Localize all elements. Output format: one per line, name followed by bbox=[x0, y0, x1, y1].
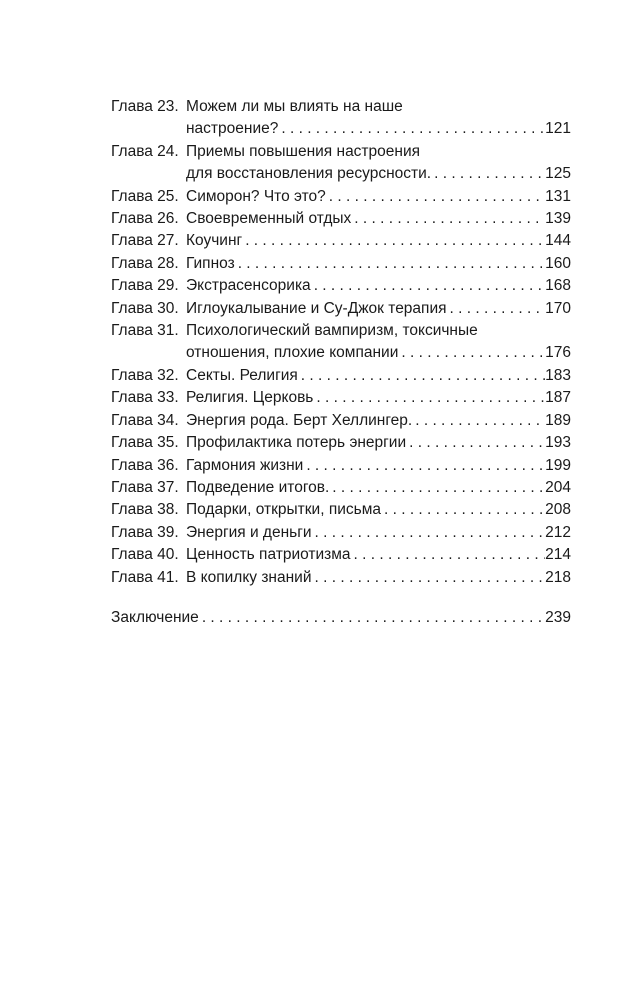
page-number: 125 bbox=[545, 165, 571, 183]
dot-leader bbox=[312, 567, 546, 589]
chapter-title-block bbox=[186, 432, 571, 454]
chapter-number: Глава 34. bbox=[111, 411, 179, 429]
dot-leader bbox=[351, 544, 546, 566]
chapter-title: Гармония жизни bbox=[186, 456, 304, 474]
chapter-title-block bbox=[186, 253, 571, 275]
page-number: 193 bbox=[545, 434, 571, 452]
page-number: 160 bbox=[545, 254, 571, 272]
chapter-number: Глава 36. bbox=[111, 456, 179, 474]
table-of-contents bbox=[111, 96, 571, 629]
chapter-number: Глава 29. bbox=[111, 277, 179, 295]
chapter-number: Глава 23. bbox=[111, 98, 179, 115]
chapter-title-last-line bbox=[186, 477, 571, 499]
chapter-title-block bbox=[186, 522, 571, 544]
chapter-title: Коучинг bbox=[186, 232, 243, 250]
chapter-title-line: Приемы повышения настроения bbox=[186, 142, 421, 160]
chapter-title: Религия. Церковь bbox=[186, 389, 314, 407]
toc-entry bbox=[111, 96, 571, 141]
page-number: 208 bbox=[545, 501, 571, 519]
dot-leader bbox=[431, 163, 545, 185]
chapter-title-block bbox=[186, 298, 571, 320]
dot-leader bbox=[406, 432, 545, 454]
chapter-title-last-line bbox=[186, 118, 571, 140]
toc-entry bbox=[111, 455, 571, 477]
chapter-title-block bbox=[186, 365, 571, 387]
chapter-title-last-line bbox=[186, 230, 571, 252]
toc-entry-conclusion bbox=[111, 607, 571, 629]
chapter-title-last-line bbox=[186, 499, 571, 521]
chapter-title: Энергия и деньги bbox=[186, 523, 312, 541]
conclusion-block bbox=[111, 607, 571, 629]
chapter-title-block bbox=[186, 410, 571, 432]
chapter-number: Глава 35. bbox=[111, 434, 179, 452]
chapter-title: настроение? bbox=[186, 120, 279, 138]
chapter-title: отношения, плохие компании bbox=[186, 344, 399, 362]
chapter-title: Подарки, открытки, письма bbox=[186, 501, 381, 519]
chapter-number: Глава 39. bbox=[111, 523, 179, 541]
chapter-number: Глава 32. bbox=[111, 366, 179, 384]
chapter-title-block bbox=[186, 230, 571, 252]
dot-leader bbox=[311, 275, 545, 297]
dot-leader bbox=[199, 607, 545, 629]
chapter-title: Профилактика потерь энергии bbox=[186, 434, 407, 452]
chapter-title-block bbox=[186, 141, 571, 186]
page-number: 176 bbox=[545, 344, 571, 362]
chapter-title-last-line bbox=[186, 410, 571, 432]
dot-leader bbox=[447, 298, 546, 320]
dot-leader bbox=[278, 118, 545, 140]
dot-leader bbox=[329, 477, 545, 499]
toc-entry bbox=[111, 320, 571, 365]
toc-entry bbox=[111, 275, 571, 297]
chapter-title-last-line bbox=[186, 544, 571, 566]
chapter-title-last-line bbox=[186, 432, 571, 454]
chapter-title-last-line bbox=[186, 567, 571, 589]
dot-leader bbox=[313, 387, 545, 409]
chapter-title-block bbox=[186, 387, 571, 409]
toc-entry bbox=[111, 499, 571, 521]
toc-entry bbox=[111, 298, 571, 320]
section-gap bbox=[111, 589, 571, 607]
dot-leader bbox=[381, 499, 545, 521]
chapter-title-block bbox=[186, 208, 571, 230]
page-number: 189 bbox=[545, 411, 571, 429]
toc-entry bbox=[111, 567, 571, 589]
toc-entry bbox=[111, 410, 571, 432]
chapter-number: Глава 26. bbox=[111, 210, 179, 228]
chapter-title-block bbox=[186, 477, 571, 499]
dot-leader bbox=[412, 410, 545, 432]
toc-entry bbox=[111, 477, 571, 499]
chapter-title-block bbox=[186, 320, 571, 365]
chapter-title: Подведение итогов. bbox=[186, 478, 330, 496]
page-number: 214 bbox=[545, 546, 571, 564]
chapter-title: Гипноз bbox=[186, 254, 235, 272]
page-number: 131 bbox=[545, 187, 571, 205]
chapter-title: Своевременный отдых bbox=[186, 210, 352, 228]
chapter-number: Глава 28. bbox=[111, 254, 179, 272]
chapter-title: Иглоукалывание и Су-Джок терапия bbox=[186, 299, 447, 317]
chapter-title-block bbox=[186, 96, 571, 141]
toc-entry bbox=[111, 186, 571, 208]
chapter-title-last-line bbox=[186, 186, 571, 208]
chapter-number: Глава 40. bbox=[111, 546, 179, 564]
toc-entry bbox=[111, 253, 571, 275]
page-number: 187 bbox=[545, 389, 571, 407]
chapter-title: Энергия рода. Берт Хеллингер. bbox=[186, 411, 413, 429]
dot-leader bbox=[298, 365, 545, 387]
chapter-title-block bbox=[186, 186, 571, 208]
page-number: 183 bbox=[545, 366, 571, 384]
chapter-number: Глава 25. bbox=[111, 187, 179, 205]
chapter-number: Глава 24. bbox=[111, 142, 179, 160]
toc-entry bbox=[111, 141, 571, 186]
conclusion-line bbox=[111, 607, 571, 629]
page-number: 168 bbox=[545, 277, 571, 295]
chapter-title-line: Психологический вампиризм, токсичные bbox=[186, 322, 478, 340]
dot-leader bbox=[303, 455, 545, 477]
chapter-title-last-line bbox=[186, 163, 571, 185]
chapter-number: Глава 33. bbox=[111, 389, 179, 407]
chapter-title: Симорон? Что это? bbox=[186, 187, 326, 205]
page-number: 204 bbox=[545, 478, 571, 496]
chapter-number: Глава 30. bbox=[111, 299, 179, 317]
dot-leader bbox=[326, 186, 545, 208]
chapter-title: для восстановления ресурсности. bbox=[186, 165, 432, 183]
chapter-title-last-line bbox=[186, 253, 571, 275]
dot-leader bbox=[242, 230, 545, 252]
chapter-title-last-line bbox=[186, 455, 571, 477]
chapter-title-block bbox=[186, 544, 571, 566]
chapter-title-last-line bbox=[186, 275, 571, 297]
chapter-number: Глава 31. bbox=[111, 322, 179, 340]
chapter-title: Ценность патриотизма bbox=[186, 546, 351, 564]
toc-entry bbox=[111, 522, 571, 544]
chapter-title-last-line bbox=[186, 522, 571, 544]
chapter-title: Экстрасенсорика bbox=[186, 277, 311, 295]
chapter-title-block bbox=[186, 275, 571, 297]
dot-leader bbox=[351, 208, 545, 230]
toc-entry bbox=[111, 208, 571, 230]
page-number: 121 bbox=[545, 120, 571, 138]
toc-entry bbox=[111, 544, 571, 566]
toc-entry bbox=[111, 365, 571, 387]
chapter-title-last-line bbox=[186, 298, 571, 320]
page-number: 199 bbox=[545, 456, 571, 474]
chapter-title-block bbox=[186, 567, 571, 589]
dot-leader bbox=[235, 253, 545, 275]
toc-entry bbox=[111, 230, 571, 252]
chapter-title: Секты. Религия bbox=[186, 366, 298, 384]
conclusion-title: Заключение bbox=[111, 608, 199, 626]
chapter-title-last-line bbox=[186, 365, 571, 387]
dot-leader bbox=[398, 342, 545, 364]
chapter-title: В копилку знаний bbox=[186, 568, 312, 586]
chapter-title-line: Можем ли мы влиять на наше bbox=[186, 98, 403, 115]
page-number: 144 bbox=[545, 232, 571, 250]
toc-entry bbox=[111, 432, 571, 454]
chapter-number: Глава 37. bbox=[111, 478, 179, 496]
chapter-title-block bbox=[186, 455, 571, 477]
dot-leader bbox=[312, 522, 546, 544]
chapter-title-last-line bbox=[186, 208, 571, 230]
chapter-number: Глава 41. bbox=[111, 568, 179, 586]
chapter-title-block bbox=[186, 499, 571, 521]
page-number: 218 bbox=[545, 568, 571, 586]
chapter-title-last-line bbox=[186, 387, 571, 409]
page-number: 239 bbox=[545, 608, 571, 626]
page-number: 212 bbox=[545, 523, 571, 541]
chapter-number: Глава 27. bbox=[111, 232, 179, 250]
toc-entry bbox=[111, 387, 571, 409]
chapter-title-last-line bbox=[186, 342, 571, 364]
page-number: 139 bbox=[545, 210, 571, 228]
chapter-number: Глава 38. bbox=[111, 501, 179, 519]
page-number: 170 bbox=[545, 299, 571, 317]
